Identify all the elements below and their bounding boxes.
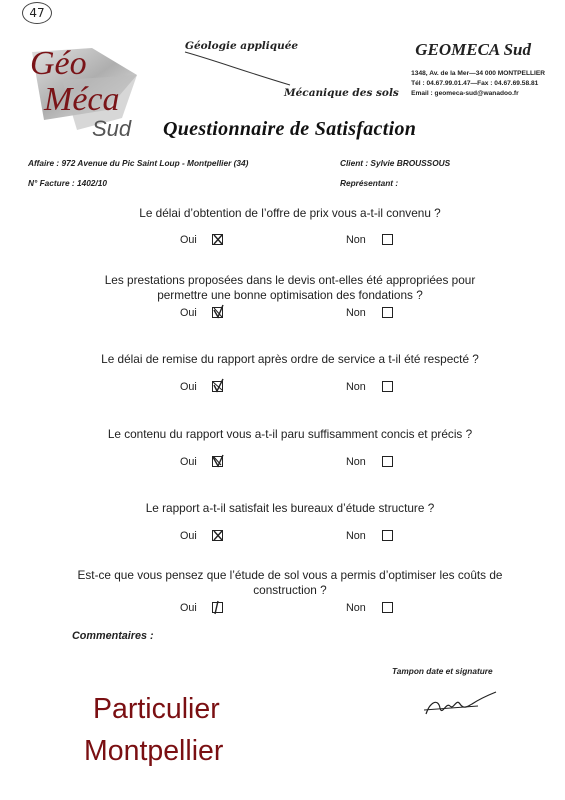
question-5-non-checkbox[interactable] <box>382 530 393 541</box>
question-1 <box>60 206 520 221</box>
question-3 <box>60 352 520 367</box>
question-1-text: Le délai d’obtention de l’offre de prix vous a-t-il convenu ? <box>139 206 441 220</box>
check-mark-icon <box>211 379 225 394</box>
check-mark-icon <box>211 232 225 247</box>
mecanique-des-sols-label: Mécanique des sols <box>284 87 399 99</box>
question-6-non-label: Non <box>346 602 366 614</box>
company-email: Email : geomeca-sud@wanadoo.fr <box>411 90 519 97</box>
representant-field: Représentant : <box>340 178 399 188</box>
geologie-appliquee-label: Géologie appliquée <box>185 40 299 52</box>
question-6-text-line2: construction ? <box>253 583 327 597</box>
question-1-oui-checkbox[interactable] <box>212 234 223 245</box>
question-2-non-label: Non <box>346 307 366 319</box>
question-1-oui-label: Oui <box>180 234 197 246</box>
question-4-oui-checkbox[interactable] <box>212 456 223 467</box>
question-6-oui-label: Oui <box>180 602 197 614</box>
question-4-text: Le contenu du rapport vous a-t-il paru suffisamment concis et précis ? <box>107 427 473 441</box>
stamp-montpellier: Montpellier <box>84 735 224 767</box>
page-title: Questionnaire de Satisfaction <box>163 118 417 140</box>
logo-text-geo: Géo <box>30 45 87 82</box>
question-3-oui-label: Oui <box>180 381 197 393</box>
question-3-non-label: Non <box>346 381 366 393</box>
question-5-oui-checkbox[interactable] <box>212 530 223 541</box>
question-4-non-checkbox[interactable] <box>382 456 393 467</box>
question-5-non-label: Non <box>346 530 366 542</box>
question-4-non-label: Non <box>346 456 366 468</box>
logo-text-meca: Méca <box>44 81 120 118</box>
logo-text-sud: Sud <box>92 116 132 140</box>
question-3-text: Le délai de remise du rapport après ordre de service a t-il été respecté ? <box>101 352 479 366</box>
client-field: Client : Sylvie BROUSSOUS <box>340 158 451 168</box>
header-connector-line <box>180 48 300 88</box>
question-4-oui-label: Oui <box>180 456 197 468</box>
company-phone: Tél : 04.67.99.01.47—Fax : 04.67.69.58.81 <box>411 80 539 87</box>
question-3-non-checkbox[interactable] <box>382 381 393 392</box>
handwritten-signature <box>420 688 500 722</box>
question-5-text: Le rapport a-t-il satisfait les bureaux d’étude structure ? <box>145 501 435 515</box>
check-mark-icon <box>211 600 225 615</box>
question-5-oui-label: Oui <box>180 530 197 542</box>
geomeca-logo <box>22 40 147 140</box>
question-6-oui-checkbox[interactable] <box>212 602 223 613</box>
check-mark-icon <box>211 454 225 469</box>
question-1-non-checkbox[interactable] <box>382 234 393 245</box>
question-5 <box>60 501 520 516</box>
affaire-field: Affaire : 972 Avenue du Pic Saint Loup - Montpellier (34) <box>28 158 249 168</box>
signature-label: Tampon date et signature <box>392 666 493 676</box>
question-4 <box>60 427 520 442</box>
question-2-oui-checkbox[interactable] <box>212 307 223 318</box>
question-6-text-line1: Est-ce que vous pensez que l’étude de sol vous a permis d’optimiser les coûts de <box>77 568 503 582</box>
question-3-oui-checkbox[interactable] <box>212 381 223 392</box>
facture-field: N° Facture : 1402/10 <box>28 178 107 188</box>
question-2-non-checkbox[interactable] <box>382 307 393 318</box>
question-6 <box>60 568 520 598</box>
company-address: 1348, Av. de la Mer—34 000 MONTPELLIER <box>411 70 545 77</box>
company-name: GEOMECA Sud <box>415 40 531 59</box>
page-number: 47 <box>22 2 52 24</box>
check-mark-icon <box>211 305 225 320</box>
stamp-particulier: Particulier <box>93 693 220 725</box>
comments-label: Commentaires : <box>72 630 154 642</box>
question-2 <box>60 273 520 303</box>
question-2-text-line2: permettre une bonne optimisation des fondations ? <box>157 288 423 302</box>
check-mark-icon <box>211 528 225 543</box>
question-1-non-label: Non <box>346 234 366 246</box>
company-address-block <box>411 69 545 99</box>
question-6-non-checkbox[interactable] <box>382 602 393 613</box>
question-2-oui-label: Oui <box>180 307 197 319</box>
question-2-text-line1: Les prestations proposées dans le devis ont-elles été appropriées pour <box>104 273 476 287</box>
